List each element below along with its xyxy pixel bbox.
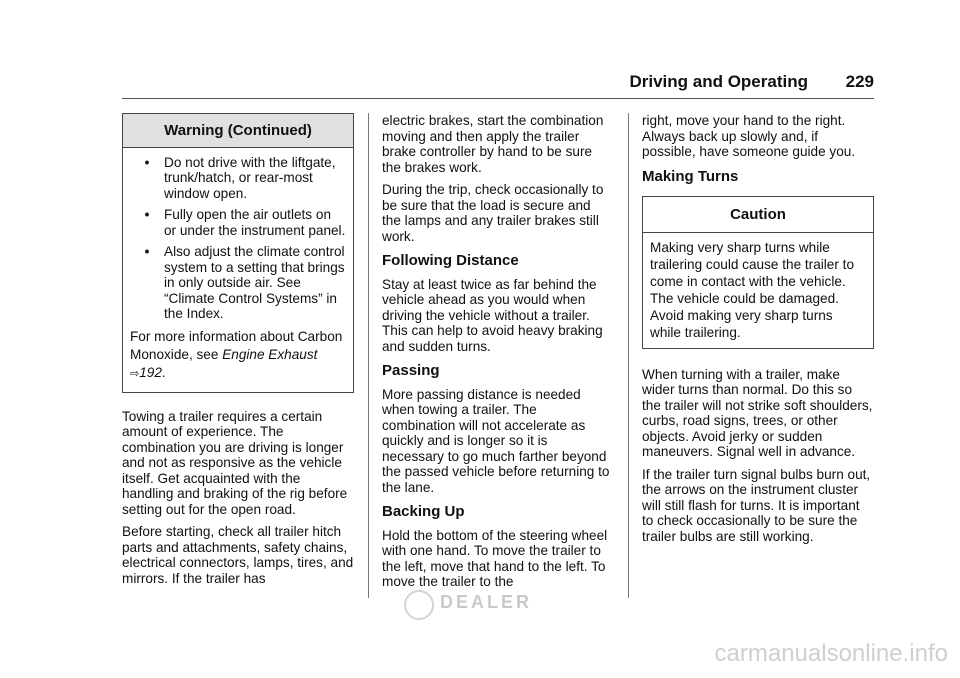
warning-box [122,113,354,393]
page-number: 229 [845,72,874,91]
column-divider-1 [368,113,369,598]
paragraph: right, move your hand to the right. Always back up slowly and, if possible, have someone guide you. [642,113,856,159]
warning-bullet [130,207,346,238]
paragraph: Hold the bottom of the steering wheel with one hand. To move the trailer to the left, move that hand to the left. To move the trailer to the [382,527,608,589]
note-text: For more information about Carbon Monoxide, see [130,328,343,362]
heading-following-distance: Following Distance [382,252,519,269]
bullet-text: Do not drive with the liftgate, trunk/hatch, or rear-most window open. [164,154,336,201]
bullet-icon: • [144,244,150,259]
paragraph: When turning with a trailer, make wider turns than normal. Do this so the trailer will not strike soft shoulders, curbs, road signs, trees, or other objects. Avoid jerky or sudden maneuvers. Signal well in advance. [642,366,873,459]
warning-bullet [130,155,346,202]
heading-making-turns: Making Turns [642,167,739,185]
dealer-watermark [404,588,554,618]
bullet-text: Also adjust the climate control system to a setting that brings in only outside air. See “Climate Control Systems” in the Index. [164,244,345,321]
column-2 [382,113,612,597]
section-title: Driving and Operating [629,72,808,91]
note-suffix: . [161,364,166,380]
bullet-icon: • [144,154,150,170]
paragraph: Towing a trailer requires a certain amount of experience. The combination you are driving is longer and not as responsive as the vehicle itself. Get acquainted with the handling and braking of the rig before setting out for the open road. [122,408,348,517]
paragraph: If the trailer turn signal bulbs burn out, the arrows on the instrument cluster will still flash for turns. It is important to check occasionally to be sure the trailer bulbs are still working. [642,466,871,544]
paragraph: Stay at least twice as far behind the vehicle ahead as you would when driving the vehicle without a trailer. This can help to avoid heavy braking and sudden turns. [382,276,603,354]
heading-backing-up: Backing Up [382,503,465,520]
caution-title: Caution [643,197,873,233]
warning-note [130,328,346,383]
paragraph: electric brakes, start the combination moving and then apply the trailer brake controller by hand to be sure the brakes work. [382,113,604,175]
page-header [122,72,874,99]
column-3 [642,113,874,551]
paragraph: Before starting, check all trailer hitch parts and attachments, safety chains, electrical connectors, lamps, tires, and mirrors. If the trailer has [122,524,354,586]
paragraph: During the trip, check occasionally to be sure that the load is secure and the lamps and any trailer brakes still work. [382,182,604,244]
bullet-text: Fully open the air outlets on or under the instrument panel. [164,207,346,238]
column-divider-2 [628,113,629,598]
engine-exhaust-link[interactable]: Engine Exhaust [222,346,318,362]
warning-bullet [130,244,346,322]
footer-url: carmanualsonline.info [714,640,948,667]
caution-box [642,196,874,349]
column-1 [122,113,354,593]
bullet-icon: • [144,207,150,222]
paragraph: More passing distance is needed when towing a trailer. The combination will not accelerate as quickly and is longer so it is necessary to go much farther beyond the passed vehicle before returning to the lane. [382,386,610,495]
warning-title: Warning (Continued) [123,114,353,148]
page-ref[interactable]: 192 [139,364,162,380]
page-ref-arrow-icon: ⇨ [130,367,140,380]
watermark-text: DEALER [440,592,533,612]
caution-body: Making very sharp turns while trailering could cause the trailer to come in contact with the vehicle. The vehicle could be damaged. Avoid making very sharp turns while trailering. [650,239,855,340]
watermark-logo-icon [404,590,434,620]
heading-passing: Passing [382,362,440,379]
warning-body [123,148,353,392]
